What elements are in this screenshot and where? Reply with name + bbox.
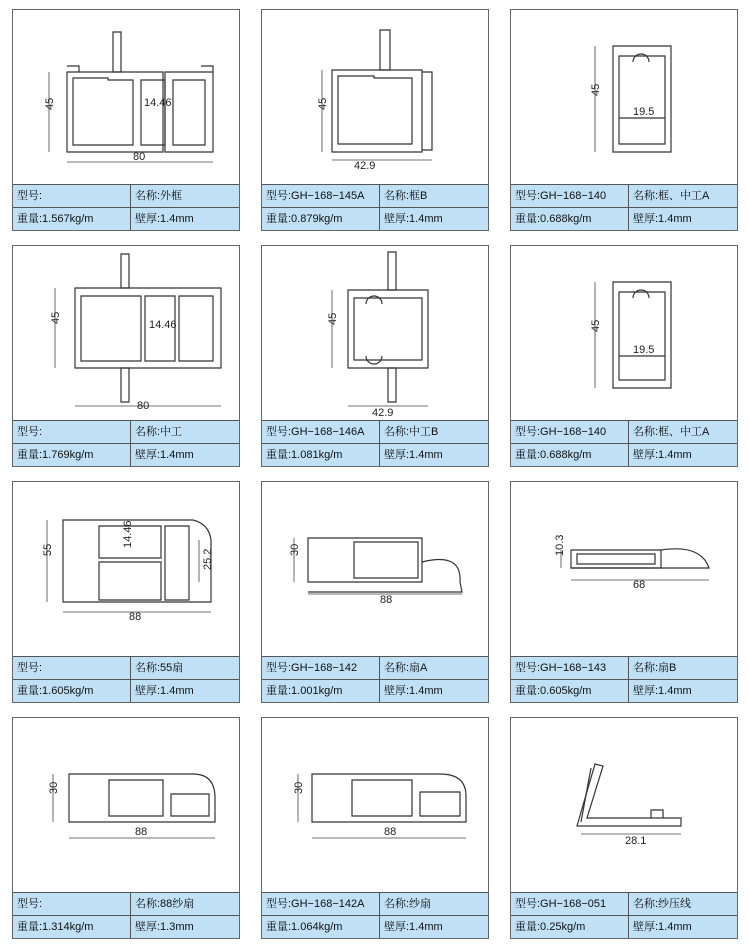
weight-label: 重量:1.567kg/m	[13, 208, 131, 230]
height-dimension: 30	[293, 781, 305, 794]
width-dimension: 19.5	[633, 106, 655, 118]
name-label: 名称:纱扇	[384, 898, 432, 910]
weight-label: 重量:0.879kg/m	[262, 208, 380, 230]
spec-table	[262, 184, 488, 230]
thickness-label: 壁厚:1.4mm	[633, 921, 692, 933]
profile-card-sash-a	[261, 481, 489, 703]
width-dimension: 80	[137, 400, 150, 412]
thickness-label: 壁厚:1.4mm	[633, 213, 692, 225]
thickness-label: 壁厚:1.4mm	[633, 685, 692, 697]
profile-card-screen-bead	[510, 717, 738, 939]
side-dimension: 25.2	[202, 548, 214, 570]
model-label: 型号:GH−168−145A	[262, 185, 380, 207]
profile-card-frame-b	[261, 9, 489, 231]
height-dimension: 45	[590, 319, 602, 332]
inner-dimension: 14.46	[122, 520, 134, 548]
width-dimension: 42.9	[354, 160, 376, 172]
spec-table	[13, 892, 239, 938]
profile-card-frame-mullion-a-2	[510, 245, 738, 467]
profile-drawing	[13, 246, 239, 420]
weight-label: 重量:1.081kg/m	[262, 444, 380, 466]
weight-label: 重量:0.605kg/m	[511, 680, 629, 702]
height-dimension: 45	[50, 311, 62, 324]
weight-label: 重量:1.769kg/m	[13, 444, 131, 466]
height-dimension: 45	[590, 83, 602, 96]
spec-table	[13, 656, 239, 702]
spec-table	[511, 656, 737, 702]
weight-label: 重量:1.605kg/m	[13, 680, 131, 702]
spec-table	[511, 892, 737, 938]
name-label: 名称:纱压线	[633, 898, 692, 910]
model-label: 型号:GH−168−140	[511, 185, 629, 207]
spec-table	[262, 892, 488, 938]
profile-drawing	[511, 10, 737, 184]
weight-label: 重量:1.064kg/m	[262, 916, 380, 938]
thickness-label: 壁厚:1.4mm	[384, 921, 443, 933]
name-label: 名称:框、中工A	[633, 426, 710, 438]
profile-card-88-screen-sash	[12, 717, 240, 939]
thickness-label: 壁厚:1.3mm	[135, 921, 194, 933]
spec-table	[13, 420, 239, 466]
height-dimension: 30	[289, 543, 301, 556]
model-label: 型号:	[13, 421, 131, 443]
model-label: 型号:	[13, 185, 131, 207]
spec-table	[262, 656, 488, 702]
profile-drawing	[13, 10, 239, 184]
profile-drawing	[262, 482, 488, 656]
thickness-label: 壁厚:1.4mm	[384, 449, 443, 461]
name-label: 名称:扇A	[384, 662, 428, 674]
name-label: 名称:55扇	[135, 662, 184, 674]
profile-drawing	[511, 718, 737, 892]
profile-drawing	[511, 482, 737, 656]
profile-card-outer-frame	[12, 9, 240, 231]
name-label: 名称:中工	[135, 426, 183, 438]
height-dimension: 10.3	[554, 534, 566, 556]
model-label: 型号:GH−168−142	[262, 657, 380, 679]
spec-table	[511, 184, 737, 230]
profile-drawing	[262, 10, 488, 184]
name-label: 名称:外框	[135, 190, 183, 202]
model-label: 型号:GH−168−142A	[262, 893, 380, 915]
width-dimension: 88	[384, 826, 397, 838]
model-label: 型号:GH−168−140	[511, 421, 629, 443]
spec-table	[262, 420, 488, 466]
profile-drawing	[262, 718, 488, 892]
model-label: 型号:GH−168−051	[511, 893, 629, 915]
inner-dimension: 14.46	[144, 97, 172, 109]
spec-table	[511, 420, 737, 466]
width-dimension: 19.5	[633, 344, 655, 356]
model-label: 型号:GH−168−146A	[262, 421, 380, 443]
spec-table	[13, 184, 239, 230]
profile-card-screen-sash	[261, 717, 489, 939]
thickness-label: 壁厚:1.4mm	[135, 449, 194, 461]
model-label: 型号:	[13, 657, 131, 679]
profile-drawing	[13, 718, 239, 892]
width-dimension: 42.9	[372, 407, 394, 419]
width-dimension: 88	[129, 611, 142, 623]
name-label: 名称:框B	[384, 190, 428, 202]
model-label: 型号:	[13, 893, 131, 915]
height-dimension: 45	[44, 97, 56, 110]
width-dimension: 80	[133, 151, 146, 163]
width-dimension: 88	[380, 594, 393, 606]
name-label: 名称:框、中工A	[633, 190, 710, 202]
profile-drawing	[511, 246, 737, 420]
thickness-label: 壁厚:1.4mm	[135, 213, 194, 225]
weight-label: 重量:0.688kg/m	[511, 208, 629, 230]
inner-dimension: 14.46	[149, 319, 177, 331]
weight-label: 重量:0.25kg/m	[511, 916, 629, 938]
height-dimension: 30	[48, 781, 60, 794]
profile-card-55-sash	[12, 481, 240, 703]
profile-drawing	[262, 246, 488, 420]
width-dimension: 68	[633, 579, 646, 591]
profile-card-mullion	[12, 245, 240, 467]
height-dimension: 45	[317, 97, 329, 110]
weight-label: 重量:0.688kg/m	[511, 444, 629, 466]
thickness-label: 壁厚:1.4mm	[384, 213, 443, 225]
profile-drawing	[13, 482, 239, 656]
name-label: 名称:中工B	[384, 426, 439, 438]
name-label: 名称:扇B	[633, 662, 677, 674]
height-dimension: 45	[327, 312, 339, 325]
profile-card-sash-b	[510, 481, 738, 703]
thickness-label: 壁厚:1.4mm	[384, 685, 443, 697]
width-dimension: 28.1	[625, 835, 647, 847]
weight-label: 重量:1.001kg/m	[262, 680, 380, 702]
profile-card-frame-mullion-a	[510, 9, 738, 231]
thickness-label: 壁厚:1.4mm	[135, 685, 194, 697]
name-label: 名称:88纱扇	[135, 898, 195, 910]
thickness-label: 壁厚:1.4mm	[633, 449, 692, 461]
weight-label: 重量:1.314kg/m	[13, 916, 131, 938]
height-dimension: 55	[42, 543, 54, 556]
width-dimension: 88	[135, 826, 148, 838]
model-label: 型号:GH−168−143	[511, 657, 629, 679]
profile-card-mullion-b	[261, 245, 489, 467]
